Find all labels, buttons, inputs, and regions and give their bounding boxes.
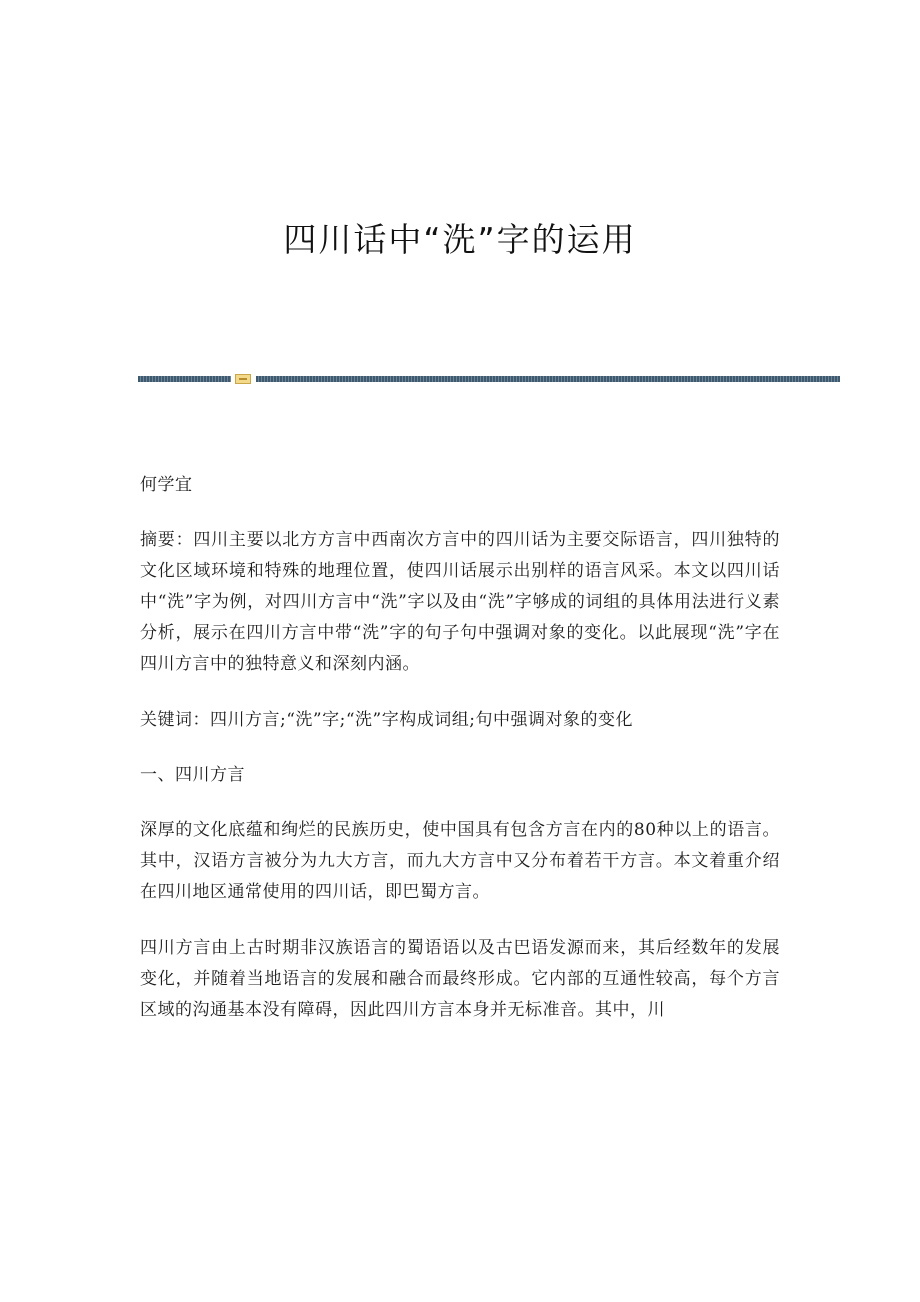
title-divider (138, 374, 840, 384)
body-paragraph-2: 四川方言由上古时期非汉族语言的蜀语语以及古巴语发源而来，其后经数年的发展变化，并随着当地语言的发展和融合而最终形成。它内部的互通性较高，每个方言区域的沟通基本没有障碍，因此四川方言本身并无标准音。其中，川 (140, 938, 780, 1020)
body-paragraph-1: 深厚的文化底蕴和绚烂的民族历史，使中国具有包含方言在内的80种以上的语言。其中，汉语方言被分为九大方言，而九大方言中又分布着若干方言。本文着重介绍在四川地区通常使用的四川话，即巴蜀方言。 (140, 820, 780, 902)
section-heading: 一、四川方言 (140, 765, 245, 785)
divider-ornament-icon (235, 374, 251, 384)
document-body (140, 470, 780, 1051)
divider-bar-right (256, 376, 840, 382)
abstract-paragraph: 摘要：四川主要以北方方言中西南次方言中的四川话为主要交际语言，四川独特的文化区域环境和特殊的地理位置，使四川话展示出别样的语言风采。本文以四川话中“洗”字为例，对四川方言中“洗”字以及由“洗”字够成的词组的具体用法进行义素分析，展示在四川方言中带“洗”字的句子句中强调对象的变化。以此展现“洗”字在四川方言中的独特意义和深刻内涵。 (140, 530, 780, 674)
author-name: 何学宜 (140, 475, 193, 495)
keywords-line: 关键词：四川方言;“洗”字;“洗”字构成词组;句中强调对象的变化 (140, 710, 633, 730)
document-title: 四川话中“洗”字的运用 (283, 220, 637, 259)
divider-bar-left (138, 376, 231, 382)
